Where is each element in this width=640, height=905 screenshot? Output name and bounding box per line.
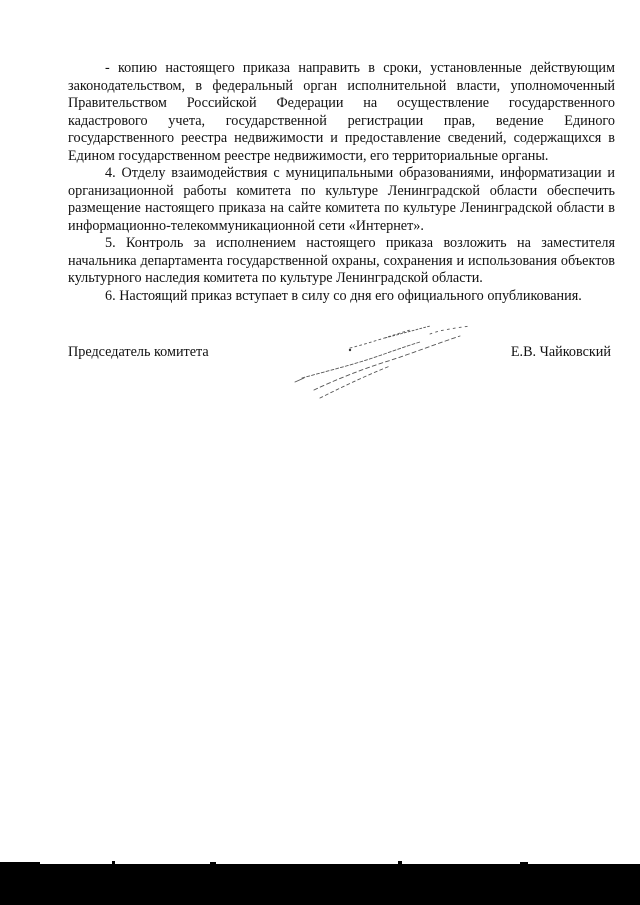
paragraph-item-6: 6. Настоящий приказ вступает в силу со дня его официального опубликования.	[105, 287, 582, 304]
paragraph-item-4: 4. Отделу взаимодействия с муниципальными образованиями, информатизации и организационной работы комитета по культуре Ленинградской области обеспечить размещение настоящего приказа на сайте комитета по культуре Ленинградской области в информационно-телекоммуникационной сети «Интернет».	[68, 165, 615, 234]
scan-edge-specks	[0, 852, 640, 864]
scan-bottom-border	[0, 864, 640, 905]
signatory-position: Председатель комитета	[68, 344, 209, 360]
handwritten-signature	[290, 318, 480, 408]
signatory-name: Е.В. Чайковский	[510, 344, 611, 360]
document-body	[68, 60, 615, 305]
paragraph-copy-directive: - копию настоящего приказа направить в сроки, установленные действующим законодательством, в федеральный орган исполнительной власти, уполномоченный Правительством Российской Федерации на осуществление государственного кадастрового учета, государственной регистрации прав, ведение Единого государственного реестра недвижимости и предоставление сведений, содержащихся в Едином государственном реестре недвижимости, его территориальные органы.	[68, 60, 615, 164]
paragraph-item-5: 5. Контроль за исполнением настоящего приказа возложить на заместителя начальника департамента государственной охраны, сохранения и использования объектов культурного наследия комитета по культуре Ленинградской области.	[68, 235, 615, 286]
